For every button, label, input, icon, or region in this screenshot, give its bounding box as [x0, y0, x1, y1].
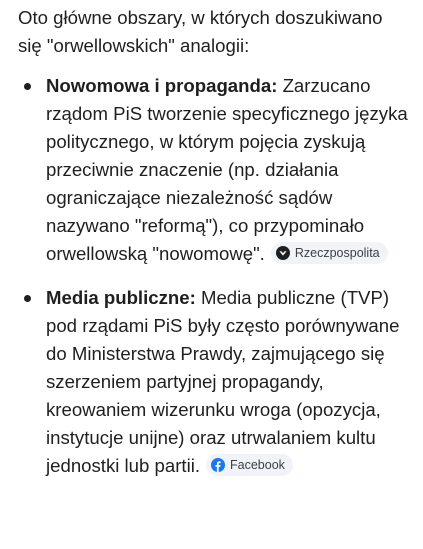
bullet-list [18, 72, 411, 480]
source-chip-label: Rzeczpospolita [294, 246, 380, 261]
facebook-icon [211, 458, 225, 472]
source-chip-label: Facebook [230, 458, 285, 473]
item-term: Nowomowa i propaganda: [46, 75, 278, 96]
bullet-dot [24, 83, 31, 90]
bullet-dot [24, 295, 31, 302]
item-text: Media publiczne (TVP) pod rządami PiS były często porównywane do Ministerstwa Prawdy, zajmującego się szerzeniem partyjnej propagandy, kreowaniem wizerunku wroga (opozycja, instytucje unijne) oraz utrwalaniem kultu jednostki lub partii. [46, 287, 400, 476]
item-text: Zarzucano rządom PiS tworzenie specyficznego języka politycznego, w którym pojęcia zyskują przeciwnie znaczenie (np. działania ograniczające niezależność sądów nazywano "reformą"), co przypominało orwellowską "nowomowę". [46, 75, 408, 264]
source-chip-rzeczpospolita[interactable] [271, 242, 388, 264]
rzeczpospolita-icon [276, 246, 290, 260]
source-chip-facebook[interactable] [206, 454, 293, 476]
intro-text: Oto główne obszary, w których doszukiwano się "orwellowskich" analogii: [18, 7, 383, 56]
list-item [18, 284, 411, 480]
item-term: Media publiczne: [46, 287, 196, 308]
list-item [18, 72, 411, 268]
